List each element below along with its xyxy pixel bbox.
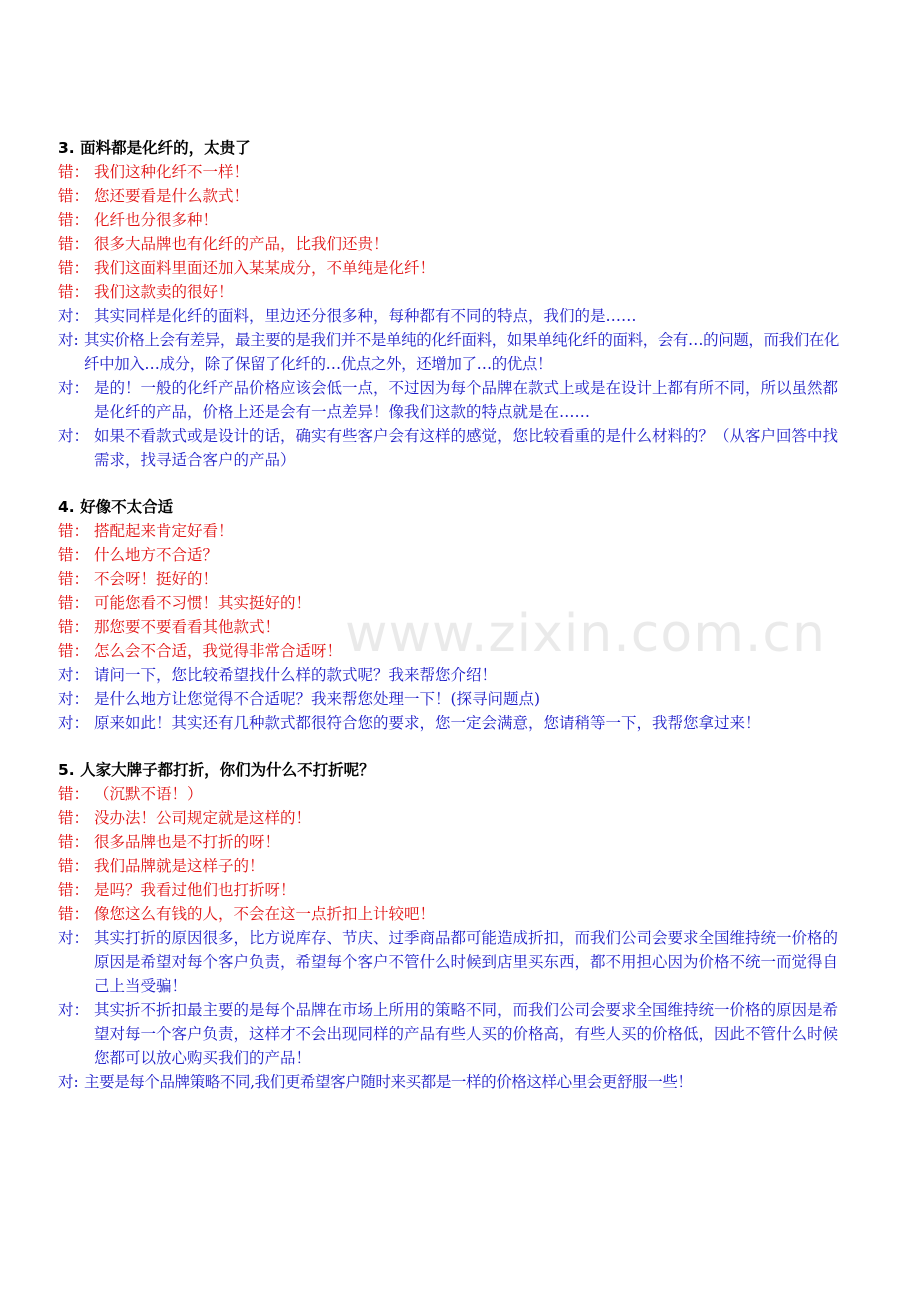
section-3 <box>58 758 848 1094</box>
correct-label: 对: <box>58 1073 79 1091</box>
answer-text: 怎么会不合适，我觉得非常合适呀！ <box>94 642 343 660</box>
wrong-answer-line <box>58 878 848 902</box>
watermark: www.zixin.com.cn <box>345 604 826 664</box>
correct-answer-line <box>58 376 848 424</box>
answer-text: 那您要不要看看其他款式！ <box>94 618 281 636</box>
answer-text: 化纤也分很多种！ <box>94 211 219 229</box>
correct-answer-line <box>58 663 848 687</box>
correct-answer-line <box>58 998 848 1070</box>
wrong-answer-line <box>58 615 848 639</box>
correct-answer-line <box>58 424 848 472</box>
correct-answer-line <box>58 687 848 711</box>
wrong-answer-line <box>58 567 848 591</box>
wrong-label: 错： <box>58 259 90 277</box>
answer-text: 原来如此！其实还有几种款式都很符合您的要求，您一定会满意，您请稍等一下，我帮您拿过来！ <box>94 714 761 732</box>
wrong-label: 错： <box>58 857 90 875</box>
correct-label: 对： <box>58 666 90 684</box>
wrong-answer-line <box>58 208 848 232</box>
answer-text: 可能您看不习惯！其实挺好的！ <box>94 594 312 612</box>
section-1 <box>58 136 848 472</box>
wrong-label: 错： <box>58 642 90 660</box>
correct-label: 对： <box>58 714 90 732</box>
wrong-label: 错： <box>58 235 90 253</box>
correct-label: 对: <box>58 331 79 349</box>
wrong-label: 错： <box>58 546 90 564</box>
wrong-label: 错： <box>58 522 90 540</box>
answer-text: 其实折不折扣最主要的是每个品牌在市场上所用的策略不同，而我们公司会要求全国维持统一价格的原因是希望对每一个客户负责，这样才不会出现同样的产品有些人买的价格高，有些人买的价格低，因此不管什么时候您都可以放心购买我们的产品！ <box>94 1001 839 1067</box>
section-title: 5. 人家大牌子都打折，你们为什么不打折呢？ <box>58 761 375 779</box>
correct-answer-line <box>58 926 848 998</box>
section-2 <box>58 495 848 735</box>
wrong-answer-line <box>58 280 848 304</box>
wrong-label: 错： <box>58 833 90 851</box>
correct-answer-line <box>58 1070 848 1094</box>
answer-text: 是的！一般的化纤产品价格应该会低一点，不过因为每个品牌在款式上或是在设计上都有所不同，所以虽然都是化纤的产品，价格上还是会有一点差异！像我们这款的特点就是在…… <box>94 379 839 421</box>
correct-label: 对： <box>58 1001 90 1019</box>
answer-text: 主要是每个品牌策略不同,我们更希望客户随时来买都是一样的价格这样心里会更舒服一些！ <box>84 1073 693 1091</box>
wrong-answer-line <box>58 591 848 615</box>
answer-text: 请问一下，您比较希望找什么样的款式呢？我来帮您介绍！ <box>94 666 498 684</box>
section-title: 4. 好像不太合适 <box>58 498 174 516</box>
answer-text: 像您这么有钱的人，不会在这一点折扣上计较吧！ <box>94 905 436 923</box>
wrong-answer-line <box>58 543 848 567</box>
wrong-label: 错： <box>58 283 90 301</box>
wrong-answer-line <box>58 854 848 878</box>
document-page <box>58 136 848 1117</box>
answer-text: 您还要看是什么款式！ <box>94 187 250 205</box>
answer-text: 没办法！公司规定就是这样的！ <box>94 809 312 827</box>
wrong-label: 错： <box>58 187 90 205</box>
correct-answer-line <box>58 711 848 735</box>
wrong-label: 错： <box>58 618 90 636</box>
wrong-answer-line <box>58 184 848 208</box>
answer-text: （沉默不语！） <box>94 785 203 803</box>
wrong-label: 错： <box>58 809 90 827</box>
answer-text: 是吗？我看过他们也打折呀！ <box>94 881 296 899</box>
wrong-answer-line <box>58 519 848 543</box>
wrong-label: 错： <box>58 881 90 899</box>
wrong-answer-line <box>58 806 848 830</box>
wrong-answer-line <box>58 902 848 926</box>
answer-text: 很多品牌也是不打折的呀！ <box>94 833 281 851</box>
answer-text: 是什么地方让您觉得不合适呢？我来帮您处理一下！(探寻问题点) <box>94 690 541 708</box>
wrong-answer-line <box>58 256 848 280</box>
wrong-label: 错： <box>58 905 90 923</box>
wrong-answer-line <box>58 232 848 256</box>
answer-text: 我们这种化纤不一样！ <box>94 163 250 181</box>
answer-text: 其实打折的原因很多，比方说库存、节庆、过季商品都可能造成折扣，而我们公司会要求全国维持统一价格的原因是希望对每个客户负责，希望每个客户不管什么时候到店里买东西，都不用担心因为价格不统一而觉得自己上当受骗！ <box>94 929 839 995</box>
correct-answer-line <box>58 328 848 376</box>
answer-text: 我们这面料里面还加入某某成分，不单纯是化纤！ <box>94 259 436 277</box>
answer-text: 很多大品牌也有化纤的产品，比我们还贵！ <box>94 235 389 253</box>
answer-text: 搭配起来肯定好看！ <box>94 522 234 540</box>
answer-text: 什么地方不合适？ <box>94 546 219 564</box>
wrong-answer-line <box>58 639 848 663</box>
section-title: 3. 面料都是化纤的，太贵了 <box>58 139 251 157</box>
correct-label: 对： <box>58 307 90 325</box>
correct-answer-line <box>58 304 848 328</box>
wrong-answer-line <box>58 782 848 806</box>
correct-label: 对： <box>58 690 90 708</box>
wrong-answer-line <box>58 160 848 184</box>
answer-text: 如果不看款式或是设计的话，确实有些客户会有这样的感觉，您比较看重的是什么材料的？（从客户回答中找需求，找寻适合客户的产品） <box>94 427 839 469</box>
wrong-label: 错： <box>58 594 90 612</box>
wrong-label: 错： <box>58 785 90 803</box>
answer-text: 不会呀！挺好的！ <box>94 570 219 588</box>
correct-label: 对： <box>58 379 90 397</box>
wrong-label: 错： <box>58 163 90 181</box>
wrong-answer-line <box>58 830 848 854</box>
answer-text: 我们这款卖的很好！ <box>94 283 234 301</box>
wrong-label: 错： <box>58 570 90 588</box>
answer-text: 其实同样是化纤的面料，里边还分很多种，每种都有不同的特点，我们的是…… <box>94 307 637 325</box>
answer-text: 其实价格上会有差异，最主要的是我们并不是单纯的化纤面料，如果单纯化纤的面料，会有…的问题，而我们在化纤中加入…成分，除了保留了化纤的…优点之外，还增加了…的优点！ <box>84 331 840 373</box>
answer-text: 我们品牌就是这样子的！ <box>94 857 265 875</box>
correct-label: 对： <box>58 929 90 947</box>
correct-label: 对： <box>58 427 90 445</box>
wrong-label: 错： <box>58 211 90 229</box>
